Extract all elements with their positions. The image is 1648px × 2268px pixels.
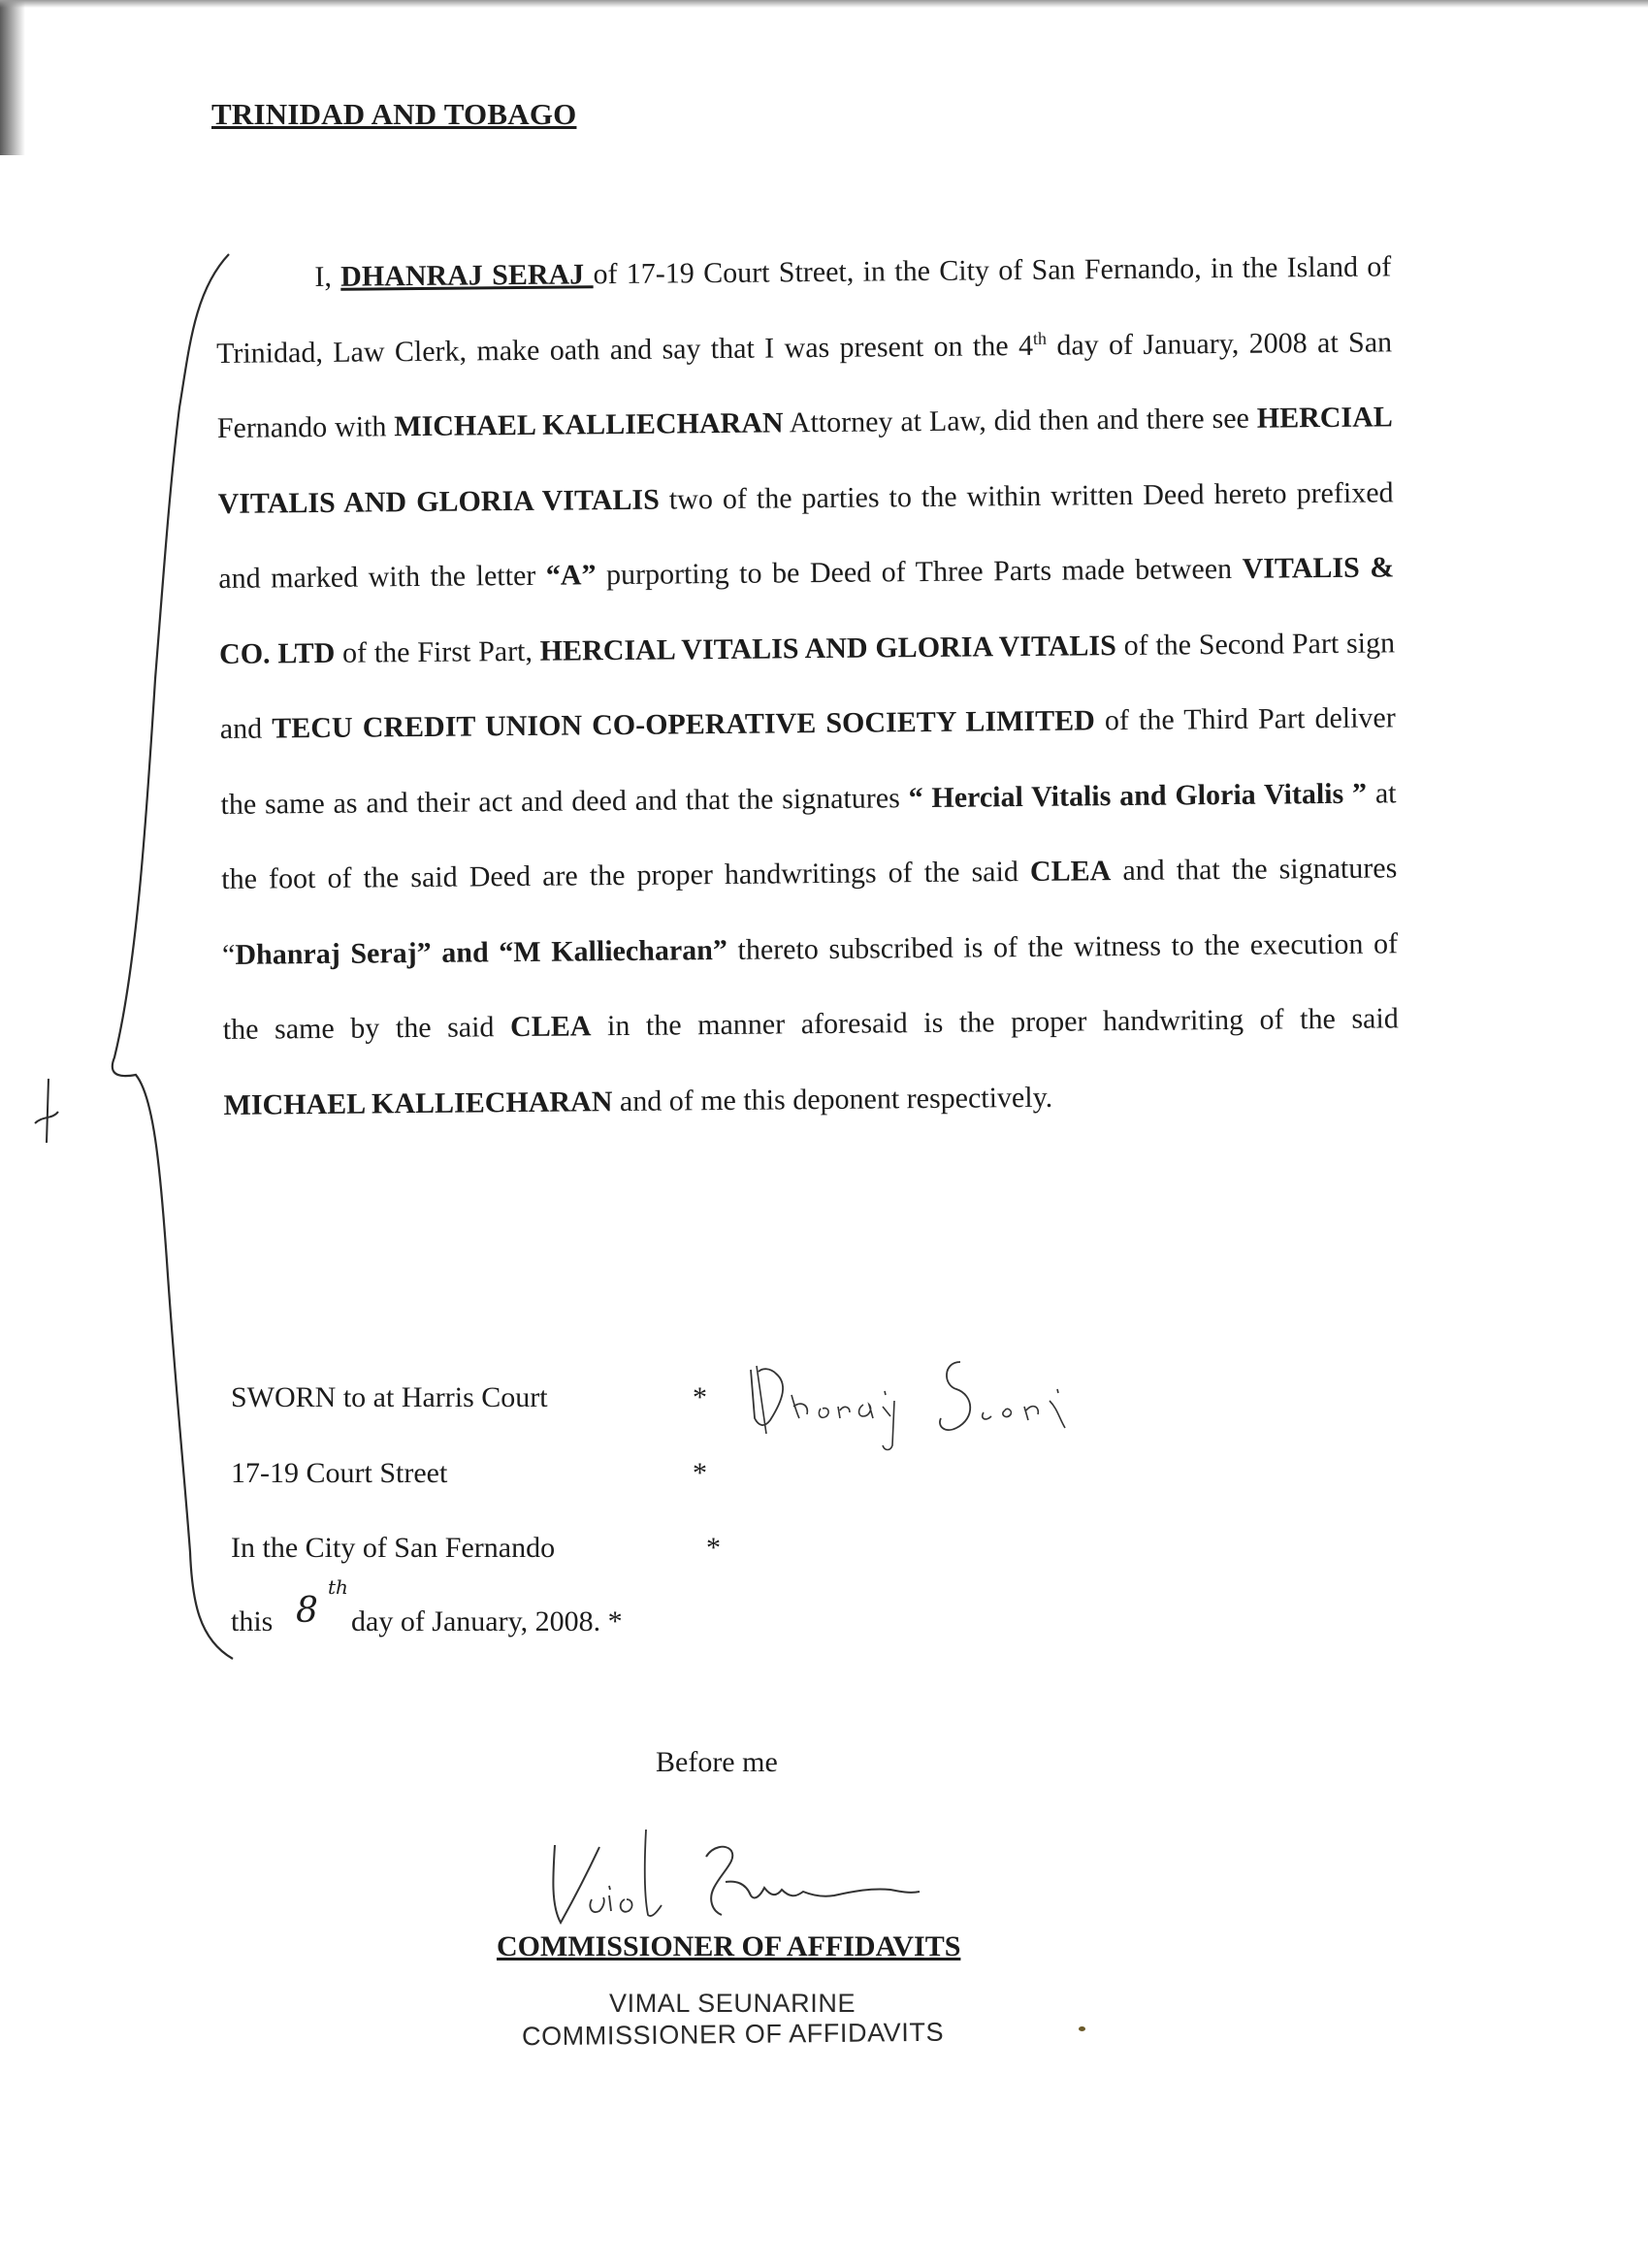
jurat-asterisk: * xyxy=(607,1605,623,1637)
jurat-line-address: 17-19 Court Street xyxy=(231,1457,448,1489)
affidavit-text: of the Second Part sign and xyxy=(219,626,1396,745)
affidavit-emphasis: MICHAEL KALLIECHARAN xyxy=(223,1085,613,1121)
jurat-asterisk: * xyxy=(693,1457,707,1489)
margin-tick-mark xyxy=(29,1077,68,1145)
before-me-label: Before me xyxy=(656,1746,778,1778)
affidavit-emphasis: DHANRAJ SERAJ xyxy=(340,258,594,293)
affidavit-emphasis: TECU CREDIT UNION CO-OPERATIVE SOCIETY LIMITED xyxy=(272,704,1095,745)
jurat-asterisk: * xyxy=(693,1381,707,1413)
affidavit-emphasis: HERCIAL VITALIS AND GLORIA VITALIS xyxy=(217,401,1393,520)
affidavit-text: I, xyxy=(314,260,341,294)
affidavit-emphasis: MICHAEL KALLIECHARAN xyxy=(394,406,784,443)
commissioner-title: COMMISSIONER OF AFFIDAVITS xyxy=(497,1930,961,1962)
affidavit-text: in the manner aforesaid is the proper handwriting of the said xyxy=(591,1002,1399,1043)
handwritten-day-suffix: th xyxy=(328,1575,348,1599)
affidavit-text: and that the signatures “ xyxy=(221,852,1398,971)
paragraph-indent xyxy=(215,286,314,287)
jurat-line-this: this xyxy=(231,1605,274,1637)
affidavit-emphasis: CLEA xyxy=(1029,855,1112,888)
affidavit-text: thereto subscribed is of the witness to the execution of the same by the said xyxy=(222,926,1399,1046)
scan-top-shadow xyxy=(0,0,1648,8)
affidavit-text: at the foot of the said Deed are the proper handwritings of the said xyxy=(221,776,1397,895)
handwritten-day-number: 8 xyxy=(296,1591,318,1631)
affidavit-text: day of January, 2008 at San Fernando with xyxy=(216,325,1393,444)
affidavit-body xyxy=(215,229,1400,1143)
jurat-line-city: In the City of San Fernando xyxy=(231,1532,556,1564)
affidavit-text: and of me this deponent respectively. xyxy=(612,1081,1053,1118)
affidavit-text: of the Third Part deliver the same as and their act and deed and that the signatures xyxy=(220,701,1396,821)
affidavit-text: of 17-19 Court Street, in the City of San Fernando, in the Island of Trinidad, Law Clerk, make oath and say that I was present on the 4 xyxy=(215,250,1392,370)
affidavit-emphasis: Dhanraj Seraj” and “M Kalliecharan” xyxy=(235,933,728,971)
deponent-signature xyxy=(737,1350,1106,1457)
scan-edge-shadow xyxy=(0,0,25,155)
affidavit-text: purporting to be Deed of Three Parts made between xyxy=(596,552,1243,592)
commissioner-signature xyxy=(532,1818,958,1934)
document-heading: TRINIDAD AND TOBAGO xyxy=(211,97,577,131)
jurat-asterisk: * xyxy=(706,1532,721,1564)
affidavit-emphasis: VITALIS & CO. LTD xyxy=(218,551,1395,670)
affidavit-text: of the First Part, xyxy=(335,634,540,669)
jurat-line-date xyxy=(351,1605,623,1638)
jurat-date-text: day of January, 2008. xyxy=(351,1605,601,1637)
stamp-name: VIMAL SEUNARINE xyxy=(609,1989,856,2018)
affidavit-emphasis: “ Hercial Vitalis and Gloria Vitalis ” xyxy=(908,777,1368,814)
affidavit-text: Attorney at Law, did then and there see xyxy=(783,402,1257,439)
affidavit-emphasis: HERCIAL VITALIS AND GLORIA VITALIS xyxy=(539,629,1116,667)
affidavit-emphasis: CLEA xyxy=(509,1010,592,1044)
affidavit-emphasis: “A” xyxy=(545,559,597,592)
stamp-title: COMMISSIONER OF AFFIDAVITS xyxy=(521,2017,945,2052)
affidavit-text: two of the parties to the within written Deed hereto prefixed and marked with the letter xyxy=(218,475,1394,595)
scan-speck xyxy=(1079,2026,1085,2031)
jurat-line-sworn: SWORN to at Harris Court xyxy=(231,1381,548,1413)
ordinal-suffix: th xyxy=(1032,328,1048,348)
